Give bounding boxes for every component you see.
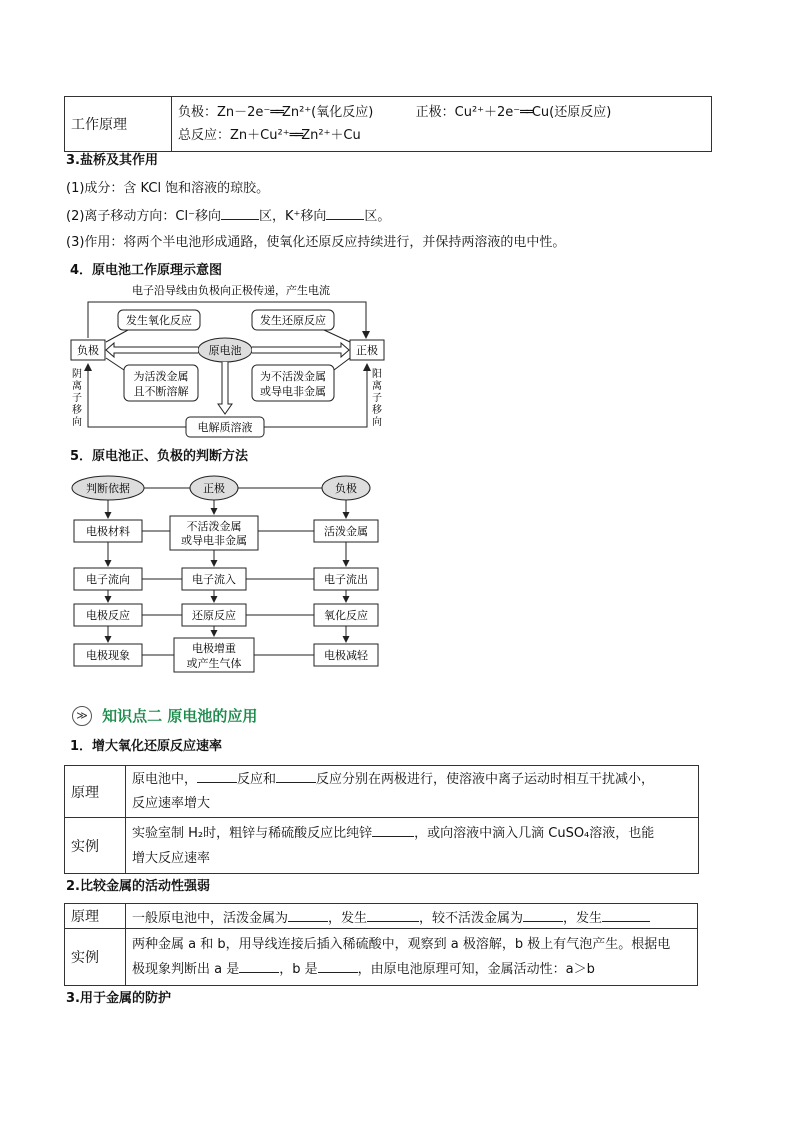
svg-text:负极: 负极: [335, 482, 357, 495]
svg-text:为不活泼金属: 为不活泼金属: [260, 370, 326, 383]
app-2-title: 2.比较金属的活动性强弱: [66, 879, 210, 894]
blank[interactable]: [318, 960, 358, 973]
blank[interactable]: [221, 207, 259, 220]
blank[interactable]: [602, 909, 650, 922]
svg-text:电极反应: 电极反应: [86, 609, 130, 622]
svg-text:阳: 阳: [372, 369, 382, 380]
svg-text:离: 离: [372, 381, 382, 392]
svg-text:电极增重: 电极增重: [192, 642, 236, 655]
salt-bridge-function: (3)作用：将两个半电池形成通路，使氧化还原反应持续进行，并保持两溶液的电中性。: [66, 235, 566, 250]
svg-text:活泼金属: 活泼金属: [324, 525, 368, 538]
svg-text:电子流出: 电子流出: [324, 573, 368, 586]
row-label: 工作原理: [65, 97, 172, 152]
electrode-judgement-diagram: [66, 474, 386, 674]
svg-text:发生氧化反应: 发生氧化反应: [126, 314, 192, 327]
svg-text:正极: 正极: [203, 482, 225, 495]
app-1-title: 1．增大氧化还原反应速率: [70, 739, 223, 754]
svg-text:阴: 阴: [72, 369, 82, 380]
svg-text:正极: 正极: [356, 344, 378, 357]
svg-text:或产生气体: 或产生气体: [186, 657, 242, 670]
svg-text:不活泼金属: 不活泼金属: [186, 520, 242, 533]
knowledge-point-heading: [72, 706, 257, 727]
double-line-equals: ══: [289, 128, 302, 143]
working-principle-table: [64, 96, 712, 152]
svg-text:电极现象: 电极现象: [86, 649, 130, 662]
svg-text:移: 移: [72, 405, 82, 416]
svg-text:或导电非金属: 或导电非金属: [260, 385, 326, 398]
section-5-title: 5．原电池正、负极的判断方法: [70, 449, 249, 464]
electron-flow-text: 电子沿导线由负极向正极传递，产生电流: [132, 284, 330, 297]
double-line-equals: ══: [520, 105, 532, 120]
double-line-equals: ══: [270, 105, 282, 120]
svg-text:为活泼金属: 为活泼金属: [133, 370, 189, 383]
blank[interactable]: [288, 909, 328, 922]
double-chevron-icon: ≫: [72, 706, 92, 726]
svg-text:电极减轻: 电极减轻: [324, 649, 368, 662]
row-label: 实例: [65, 929, 126, 986]
section-3-title: 3.盐桥及其作用: [66, 153, 158, 168]
row-label: 原理: [65, 904, 126, 929]
svg-text:向: 向: [72, 417, 82, 428]
svg-text:向: 向: [372, 417, 382, 428]
total-reaction-line: 总反应：Zn＋Cu²⁺══Zn²⁺＋Cu: [178, 128, 361, 143]
blank[interactable]: [372, 824, 414, 837]
svg-text:电解质溶液: 电解质溶液: [197, 421, 253, 434]
electrode-equations-line: 负极：Zn－2e⁻══Zn²⁺(氧化反应) 正极：Cu²⁺＋2e⁻══Cu(还原反应): [178, 105, 612, 120]
svg-text:原电池: 原电池: [208, 344, 242, 357]
svg-text:发生还原反应: 发生还原反应: [260, 314, 326, 327]
svg-text:子: 子: [72, 393, 82, 404]
svg-text:氧化反应: 氧化反应: [324, 609, 368, 622]
svg-text:离: 离: [72, 381, 82, 392]
salt-bridge-composition: (1)成分：含 KCl 饱和溶液的琼胶。: [66, 181, 270, 196]
svg-text:负极: 负极: [77, 344, 99, 357]
svg-text:判断依据: 判断依据: [86, 482, 130, 495]
blank[interactable]: [326, 207, 364, 220]
row-label: 实例: [65, 818, 126, 874]
svg-text:或导电非金属: 或导电非金属: [181, 534, 247, 547]
ion-migration-line: (2)离子移动方向：Cl⁻移向 区，K⁺移向 区。: [66, 209, 391, 224]
app-3-title: 3.用于金属的防护: [66, 991, 171, 1006]
blank[interactable]: [523, 909, 563, 922]
svg-text:还原反应: 还原反应: [192, 609, 236, 622]
svg-text:电子流向: 电子流向: [86, 573, 130, 586]
section-4-title: 4．原电池工作原理示意图: [70, 263, 223, 278]
blank[interactable]: [197, 770, 237, 783]
svg-text:且不断溶解: 且不断溶解: [133, 385, 189, 398]
reaction-rate-table: 原理 原电池中， 反应和 反应分别在两极进行，使溶液中离子运动时相互干扰减小， 反应速率增大 实例 实验室制 H₂时，粗锌与稀硫酸反应比纯锌 ，或向溶液中滴入几滴 CuSO₄溶液，也能 增大反应速率: [64, 765, 699, 874]
blank[interactable]: [367, 909, 419, 922]
galvanic-cell-diagram: [66, 282, 396, 442]
knowledge-point-title: 知识点二 原电池的应用: [102, 707, 258, 725]
blank[interactable]: [276, 770, 316, 783]
svg-text:电子流入: 电子流入: [192, 573, 236, 586]
svg-text:子: 子: [372, 393, 382, 404]
row-label: 原理: [65, 766, 126, 818]
activity-compare-table: 原理 一般原电池中，活泼金属为 ，发生 ，较不活泼金属为 ，发生 实例 两种金属 a 和 b，用导线连接后插入稀硫酸中，观察到 a 极溶解，b 极上有气泡产生。根据电 极现象判断出 a 是 ，b 是 ，由原电池原理可知，金属活动性：a＞b: [64, 903, 698, 986]
svg-text:电极材料: 电极材料: [86, 525, 130, 538]
svg-text:移: 移: [372, 405, 382, 416]
blank[interactable]: [239, 960, 279, 973]
